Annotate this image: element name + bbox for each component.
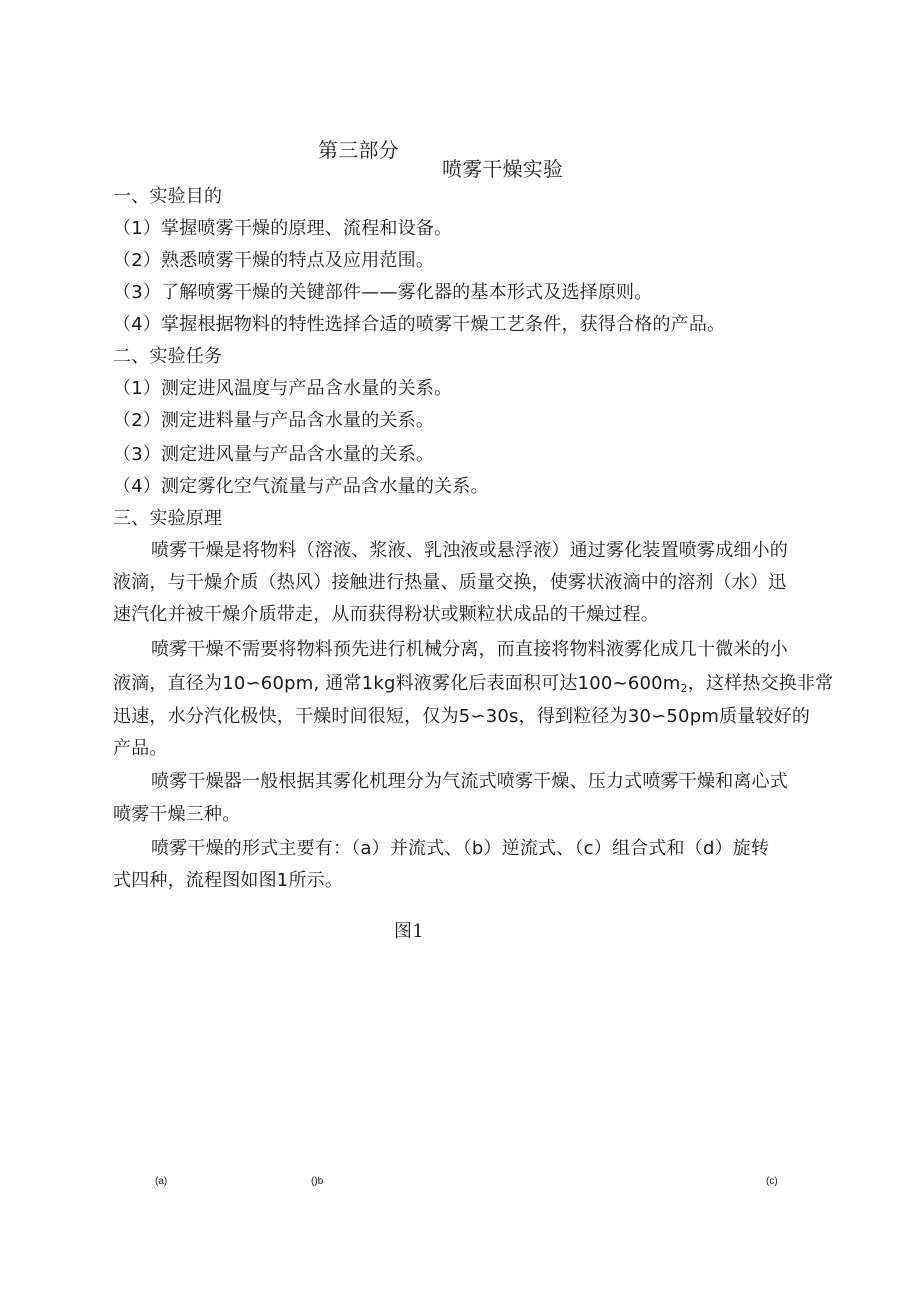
task-item: （2）测定进料量与产品含水量的关系。: [113, 410, 435, 431]
objective-item: （2）熟悉喷雾干燥的特点及应用范围。: [113, 250, 435, 271]
paragraph-line: 迅速，水分汽化极快，干燥时间很短，仅为5∽30s，得到粒径为30∽50pm质量较好的: [113, 706, 811, 727]
paragraph-line: [113, 672, 833, 701]
task-item: （3）测定进风量与产品含水量的关系。: [113, 444, 435, 465]
paragraph-text: 液滴，直径为10∽60pm, 通常1kg料液雾化后表面积可达100~600m: [113, 673, 681, 694]
figure-label-a: (a): [155, 1176, 168, 1187]
figure-label-c: (c): [766, 1176, 778, 1187]
paragraph-line: 喷雾干燥器一般根据其雾化机理分为气流式喷雾干燥、压力式喷雾干燥和离心式: [151, 771, 788, 792]
figure-label-b: ()b: [311, 1176, 324, 1187]
paragraph-line: 液滴，与干燥介质（热风）接触进行热量、质量交换，使雾状液滴中的溶剂（水）迅: [113, 572, 787, 593]
paragraph-line: 喷雾干燥是将物料（溶液、浆液、乳浊液或悬浮液）通过雾化装置喷雾成细小的: [151, 540, 788, 561]
page-title-part: 第三部分: [318, 138, 399, 162]
section-heading-principle: 三、实验原理: [113, 508, 223, 529]
figure-caption: 图1: [394, 921, 424, 942]
paragraph-line: 喷雾干燥不需要将物料预先进行机械分离，而直接将物料液雾化成几十微米的小: [151, 639, 788, 660]
paragraph-line: 产品。: [113, 738, 168, 759]
objective-item: （1）掌握喷雾干燥的原理、流程和设备。: [113, 218, 453, 239]
section-heading-objectives: 一、实验目的: [113, 186, 223, 207]
paragraph-text: ，这样热交换非常: [687, 673, 834, 694]
paragraph-line: 速汽化并被干燥介质带走，从而获得粉状或颗粒状成品的干燥过程。: [113, 604, 659, 625]
objective-item: （4）掌握根据物料的特性选择合适的喷雾干燥工艺条件，获得合格的产品。: [113, 314, 726, 335]
objective-item: （3）了解喷雾干燥的关键部件——雾化器的基本形式及选择原则。: [113, 282, 653, 303]
paragraph-line: 式四种，流程图如图1所示。: [113, 870, 344, 891]
subscript: 2: [680, 682, 688, 695]
page-title-name: 喷雾干燥实验: [442, 157, 564, 181]
section-heading-tasks: 二、实验任务: [113, 346, 223, 367]
task-item: （1）测定进风温度与产品含水量的关系。: [113, 378, 453, 399]
task-item: （4）测定雾化空气流量与产品含水量的关系。: [113, 476, 489, 497]
paragraph-line: 喷雾干燥三种。: [113, 804, 241, 825]
paragraph-line: 喷雾干燥的形式主要有：（a）并流式、（b）逆流式、（c）组合式和（d）旋转: [151, 838, 770, 859]
